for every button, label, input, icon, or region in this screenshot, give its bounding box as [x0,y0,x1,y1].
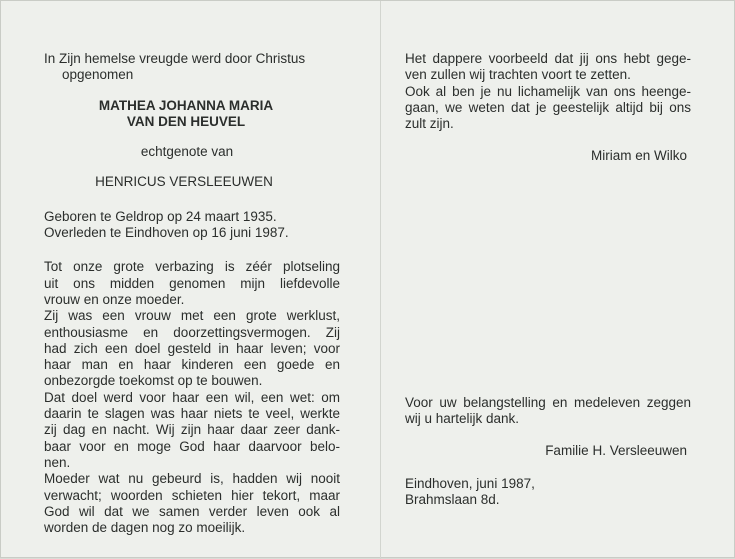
thanks-text [405,395,691,428]
children-signature: Miriam en Wilko [590,148,687,164]
farewell-line: gaan, we weten dat je geestelijk altijd bij ons [405,99,691,115]
born-date: Geboren te Geldrop op 24 maart 1935. [44,208,277,224]
farewell-line: Het dappere voorbeeld dat jij ons hebt gege- [405,51,691,66]
intro-line-2: opgenomen [62,67,134,83]
spouse-label: echtgenote van [140,144,234,160]
tribute-line: vrouw en onze moeder. [44,291,185,307]
left-panel [44,51,340,536]
farewell-line: ven zullen wij trachten voort te zetten. [405,67,631,83]
farewell-line: zult zijn. [405,116,454,132]
tribute-text [44,259,340,536]
death-date: Overleden te Eindhoven op 16 juni 1987. [44,225,289,241]
tribute-line: uit ons midden genomen mijn liefdevolle [44,275,340,291]
tribute-line: baar voor en moge God haar daarvoor belo- [44,438,340,454]
tribute-line: daarin te slagen was haar niets te veel, werkte [44,406,340,422]
tribute-line: Tot onze grote verbazing is zéér plotseling [44,259,340,275]
spouse-name: HENRICUS VERSLEEUWEN [95,174,273,190]
tribute-line: Zij was een vrouw met een grote werklust, [44,308,340,324]
thanks-line: wij u hartelijk dank. [405,411,520,427]
deceased-name-line-1: MATHEA JOHANNA MARIA [98,97,274,113]
tribute-line: enthousiasme en doorzettingsvermogen. Zij [44,324,340,340]
tribute-line: haar man en haar kinderen een goede en [44,357,340,373]
tribute-line: Dat doel werd voor haar een wil, een wet: om [44,389,340,405]
right-panel [405,51,691,508]
tribute-line: nen. [44,454,71,470]
tribute-line: onbezorgde toekomst op te bouwen. [44,373,263,389]
thanks-line: Voor uw belangstelling en medeleven zeggen [405,394,691,410]
address: Brahmslaan 8d. [405,491,500,507]
farewell-text [405,51,691,132]
intro-line-1: In Zijn hemelse vreugde werd door Christus [44,51,306,66]
tribute-line: had zich een doel gesteld in haar leven; voor [44,340,340,356]
tribute-line: zij dag en nacht. Wij zijn haar daar zeer dank- [44,422,340,438]
tribute-line: verwacht; woorden schieten hier tekort, maar [44,487,340,503]
tribute-line: Moeder wat nu gebeurd is, hadden wij nooit [44,471,340,487]
farewell-line: Ook al ben je nu lichamelijk van ons heenge- [405,83,691,99]
place-date: Eindhoven, juni 1987, [405,475,535,491]
deceased-name-line-2: VAN DEN HEUVEL [126,113,246,129]
tribute-line: worden de dagen nog zo moeilijk. [44,520,246,536]
card-fold [380,1,381,559]
tribute-line: God wil dat we samen verder leven ook al [44,503,340,519]
family-signature: Familie H. Versleeuwen [545,443,687,459]
